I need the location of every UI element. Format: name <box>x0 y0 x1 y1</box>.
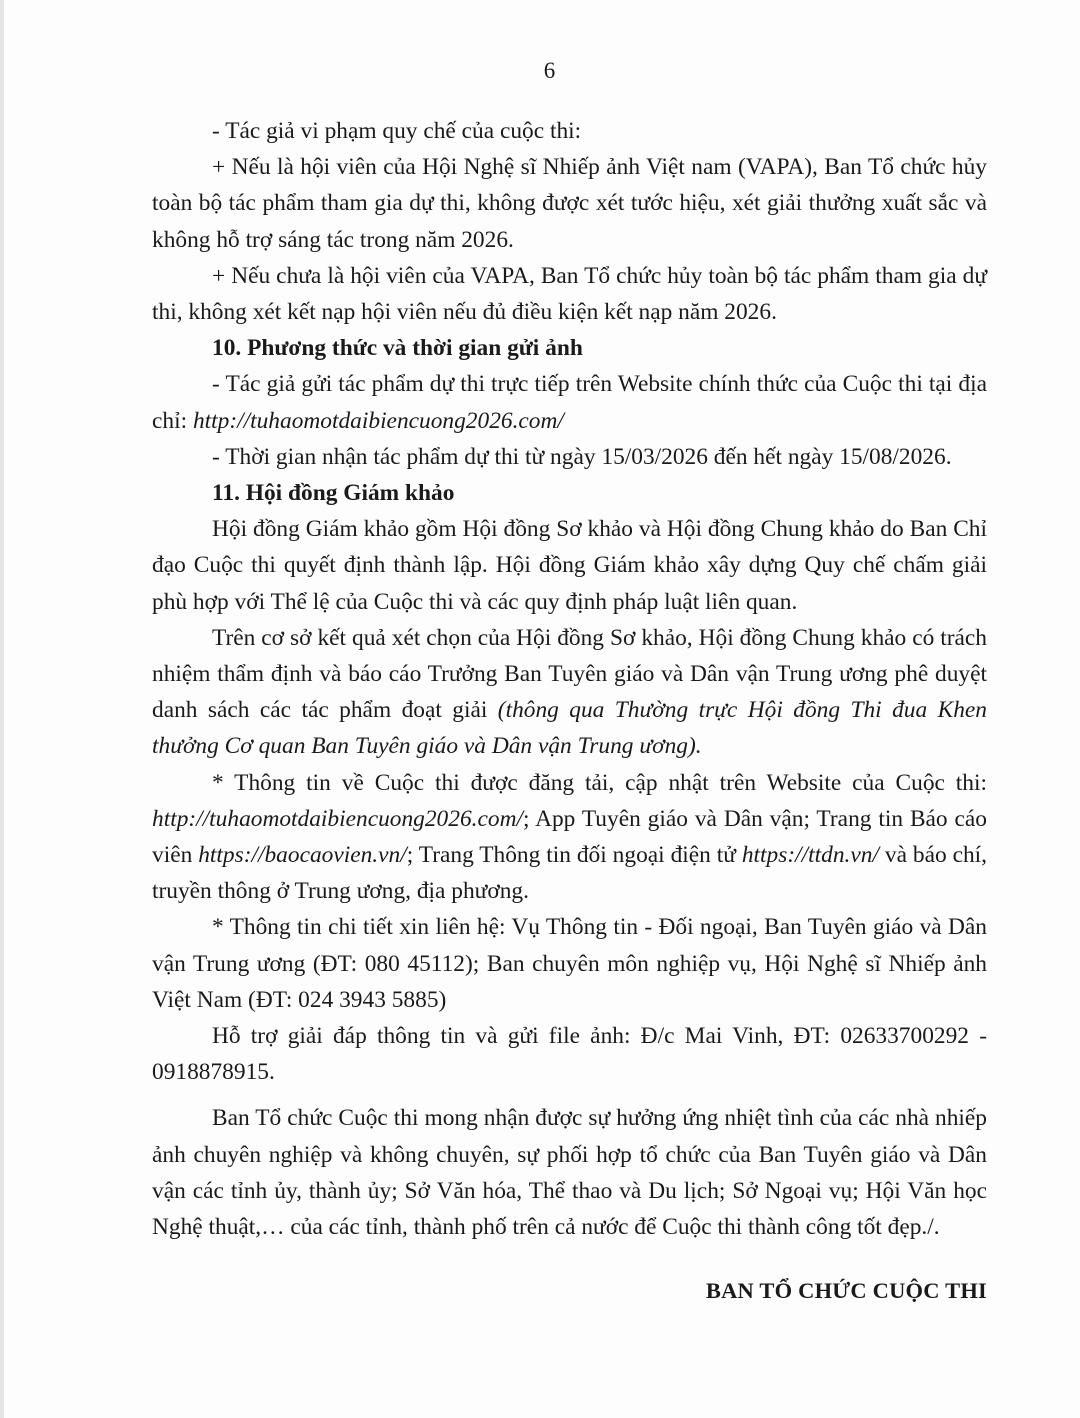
paragraph-closing: Ban Tổ chức Cuộc thi mong nhận được sự hưởng ứng nhiệt tình của các nhà nhiếp ảnh chuyên nghiệp và không chuyên, sự phối hợp tổ chức của Ban Tuyên giáo và Dân vận các tỉnh ủy, thành ủy; Sở Văn hóa, Thể thao và Du lịch; Sở Ngoại vụ; Hội Văn học Nghệ thuật,… của các tỉnh, thành phố trên cả nước để Cuộc thi thành công tốt đẹp./. <box>152 1105 987 1241</box>
page-number: 6 <box>543 58 556 83</box>
ttdn-link[interactable]: https://ttdn.vn/ <box>741 842 879 869</box>
page-edge <box>0 0 4 1418</box>
paragraph-support-contact: Hỗ trợ giải đáp thông tin và gửi file ảnh: Đ/c Mai Vinh, ĐT: 02633700292 - 0918878915. <box>152 1023 987 1086</box>
website-link[interactable]: http://tuhaomotdaibiencuong2026.com/ <box>192 407 564 434</box>
paragraph-gap <box>152 1090 987 1100</box>
paragraph-non-member: + Nếu chưa là hội viên của VAPA, Ban Tổ chức hủy toàn bộ tác phẩm tham gia dự thi, không xét kết nạp hội viên nếu đủ điều kiện kết nạp năm 2026. <box>152 262 987 326</box>
heading-section-10: 10. Phương thức và thời gian gửi ảnh <box>212 335 583 362</box>
document-body <box>152 113 987 1245</box>
info-text-b: ; App Tuyên giáo và Dân vận; Trang tin Báo cáo viên <box>152 805 987 869</box>
paragraph-jury-composition: Hội đồng Giám khảo gồm Hội đồng Sơ khảo và Hội đồng Chung khảo do Ban Chỉ đạo Cuộc thi quyết định thành lập. Hội đồng Giám khảo xây dựng Quy chế chấm giải phù hợp với Thể lệ của Cuộc thi và các quy định pháp luật liên quan. <box>152 516 987 615</box>
signature-organizer: BAN TỔ CHỨC CUỘC THI <box>705 1278 987 1303</box>
paragraph-vapa-member: + Nếu là hội viên của Hội Nghệ sĩ Nhiếp ảnh Việt nam (VAPA), Ban Tổ chức hủy toàn bộ tác phẩm tham gia dự thi, không được xét tước hiệu, xét giải thưởng xuất sắc và không hỗ trợ sáng tác trong năm 2026. <box>152 154 987 253</box>
approval-note: (thông qua Thường trực Hội đồng Thi đua Khen thưởng Cơ quan Ban Tuyên giáo và Dân vận Trung ương). <box>152 697 987 760</box>
approval-text: Trên cơ sở kết quả xét chọn của Hội đồng Sơ khảo, Hội đồng Chung khảo có trách nhiệm thẩm định và báo cáo Trưởng Ban Tuyên giáo và Dân vận Trung ương phê duyệt danh sách các tác phẩm đoạt giải <box>152 624 987 724</box>
info-text-a: * Thông tin về Cuộc thi được đăng tải, cập nhật trên Website của Cuộc thi: <box>212 769 987 796</box>
paragraph-jury-approval <box>152 620 987 765</box>
paragraph-info-channels <box>152 765 987 910</box>
paragraph-submission-method <box>152 366 987 438</box>
heading-section-11: 11. Hội đồng Giám khảo <box>212 480 455 507</box>
contest-website-link[interactable]: http://tuhaomotdaibiencuong2026.com/ <box>152 805 523 832</box>
submission-text: - Tác giả gửi tác phẩm dự thi trực tiếp trên Website chính thức của Cuộc thi tại địa chỉ: <box>152 371 987 434</box>
info-text-d: và báo chí, truyền thông ở Trung ương, địa phương. <box>152 842 987 905</box>
baocaovien-link[interactable]: https://baocaovien.vn/ <box>198 842 407 869</box>
info-text-c: ; Trang Thông tin đối ngoại điện tử <box>406 842 742 869</box>
paragraph-violation-intro: - Tác giả vi phạm quy chế của cuộc thi: <box>212 118 582 144</box>
paragraph-contact-info: * Thông tin chi tiết xin liên hệ: Vụ Thông tin - Đối ngoại, Ban Tuyên giáo và Dân vận Trung ương (ĐT: 080 45112); Ban chuyên môn nghiệp vụ, Hội Nghệ sĩ Nhiếp ảnh Việt Nam (ĐT: 024 3943 5885) <box>152 914 987 1013</box>
paragraph-submission-time: - Thời gian nhận tác phẩm dự thi từ ngày 15/03/2026 đến hết ngày 15/08/2026. <box>212 443 952 470</box>
